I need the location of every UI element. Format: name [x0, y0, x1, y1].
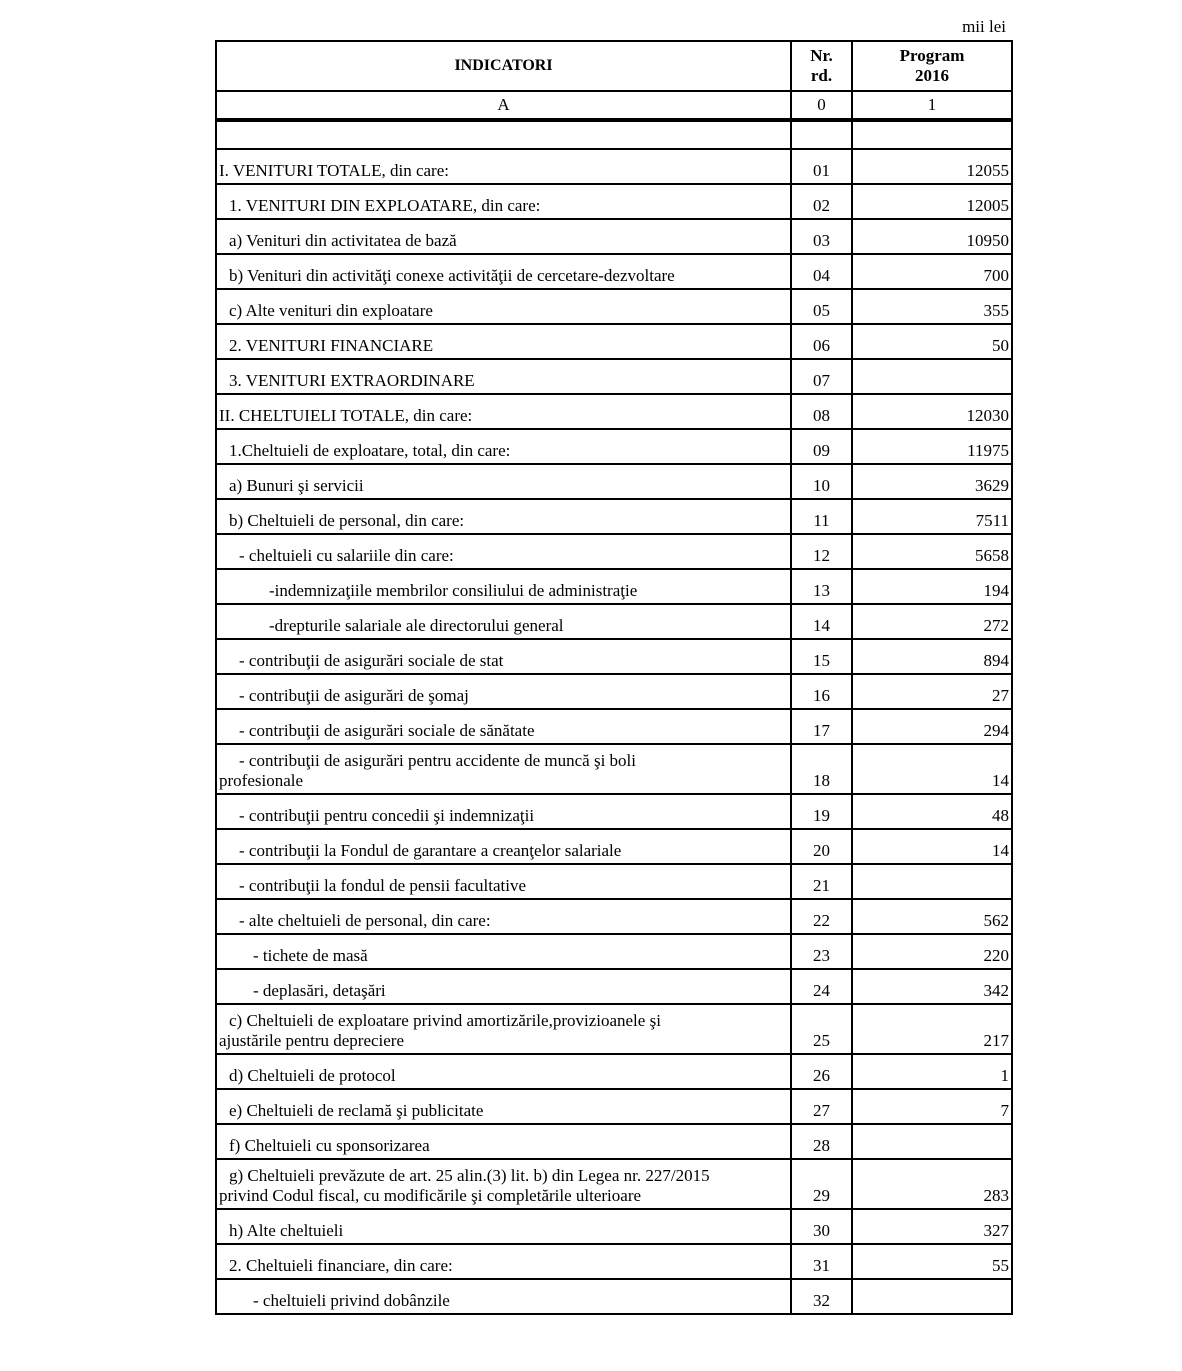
table-row — [216, 534, 1012, 569]
row-nr: 22 — [791, 899, 852, 934]
blank-cell — [216, 120, 791, 149]
row-label: 1.Cheltuieli de exploatare, total, din care: — [216, 429, 791, 464]
row-label: b) Venituri din activităţi conexe activităţii de cercetare-dezvoltare — [216, 254, 791, 289]
row-label: 3. VENITURI EXTRAORDINARE — [216, 359, 791, 394]
header-nr-rd-line1: Nr. — [810, 46, 833, 65]
row-value: 220 — [852, 934, 1012, 969]
table-row — [216, 864, 1012, 899]
row-label: - contribuţii la fondul de pensii facultative — [216, 864, 791, 899]
row-value: 294 — [852, 709, 1012, 744]
row-label-line1: c) Cheltuieli de exploatare privind amortizările,provizioanele şi — [229, 1011, 661, 1030]
row-label: 2. VENITURI FINANCIARE — [216, 324, 791, 359]
row-nr: 32 — [791, 1279, 852, 1314]
row-label: II. CHELTUIELI TOTALE, din care: — [216, 394, 791, 429]
row-nr: 10 — [791, 464, 852, 499]
row-nr: 19 — [791, 794, 852, 829]
row-nr: 21 — [791, 864, 852, 899]
row-value — [852, 1279, 1012, 1314]
row-label: - deplasări, detaşări — [216, 969, 791, 1004]
blank-cell — [791, 120, 852, 149]
table-row — [216, 969, 1012, 1004]
row-value: 3629 — [852, 464, 1012, 499]
table-row — [216, 1089, 1012, 1124]
row-label: -indemnizaţiile membrilor consiliului de administraţie — [216, 569, 791, 604]
row-nr: 04 — [791, 254, 852, 289]
row-label: d) Cheltuieli de protocol — [216, 1054, 791, 1089]
table-row — [216, 324, 1012, 359]
table-row — [216, 604, 1012, 639]
row-value: 194 — [852, 569, 1012, 604]
header-program-line2: 2016 — [915, 66, 949, 85]
row-label: f) Cheltuieli cu sponsorizarea — [216, 1124, 791, 1159]
table-row — [216, 794, 1012, 829]
table-row — [216, 899, 1012, 934]
row-label: -drepturile salariale ale directorului general — [216, 604, 791, 639]
row-value: 14 — [852, 744, 1012, 794]
row-label-line1: g) Cheltuieli prevăzute de art. 25 alin.(3) lit. b) din Legea nr. 227/2015 — [229, 1166, 710, 1185]
row-label: - tichete de masă — [216, 934, 791, 969]
table-row — [216, 639, 1012, 674]
row-value: 7511 — [852, 499, 1012, 534]
row-nr: 27 — [791, 1089, 852, 1124]
row-value: 700 — [852, 254, 1012, 289]
row-value: 283 — [852, 1159, 1012, 1209]
table-row — [216, 359, 1012, 394]
row-value — [852, 1124, 1012, 1159]
row-nr: 24 — [791, 969, 852, 1004]
table-row — [216, 499, 1012, 534]
row-nr: 02 — [791, 184, 852, 219]
table-row — [216, 464, 1012, 499]
row-nr: 07 — [791, 359, 852, 394]
table-row — [216, 219, 1012, 254]
row-value: 327 — [852, 1209, 1012, 1244]
row-label: 2. Cheltuieli financiare, din care: — [216, 1244, 791, 1279]
table-row — [216, 1159, 1012, 1209]
row-value: 894 — [852, 639, 1012, 674]
table-row — [216, 1124, 1012, 1159]
table-row — [216, 1279, 1012, 1314]
table-row — [216, 289, 1012, 324]
row-nr: 30 — [791, 1209, 852, 1244]
row-nr: 31 — [791, 1244, 852, 1279]
row-value: 27 — [852, 674, 1012, 709]
row-value: 342 — [852, 969, 1012, 1004]
row-value: 10950 — [852, 219, 1012, 254]
row-label: a) Bunuri şi servicii — [216, 464, 791, 499]
row-nr: 12 — [791, 534, 852, 569]
row-nr: 18 — [791, 744, 852, 794]
row-nr: 11 — [791, 499, 852, 534]
row-label: - cheltuieli privind dobânzile — [216, 1279, 791, 1314]
row-value — [852, 864, 1012, 899]
row-label: - cheltuieli cu salariile din care: — [216, 534, 791, 569]
row-nr: 08 — [791, 394, 852, 429]
row-label: - contribuţii de asigurări de şomaj — [216, 674, 791, 709]
table-row — [216, 744, 1012, 794]
blank-row — [216, 120, 1012, 149]
row-nr: 03 — [791, 219, 852, 254]
row-value: 217 — [852, 1004, 1012, 1054]
header-program — [852, 41, 1012, 91]
row-nr: 13 — [791, 569, 852, 604]
table-row — [216, 1004, 1012, 1054]
row-label: c) Alte venituri din exploatare — [216, 289, 791, 324]
code-a: A — [216, 91, 791, 120]
row-nr: 26 — [791, 1054, 852, 1089]
row-nr: 29 — [791, 1159, 852, 1209]
unit-label: mii lei — [962, 17, 1006, 36]
row-label-line2: privind Codul fiscal, cu modificările şi completările ulterioare — [219, 1186, 642, 1205]
header-nr-rd-line2: rd. — [810, 66, 833, 85]
row-nr: 14 — [791, 604, 852, 639]
row-value: 355 — [852, 289, 1012, 324]
row-nr: 15 — [791, 639, 852, 674]
row-label: - alte cheltuieli de personal, din care: — [216, 899, 791, 934]
row-value: 5658 — [852, 534, 1012, 569]
row-value: 48 — [852, 794, 1012, 829]
table-row — [216, 934, 1012, 969]
row-value: 272 — [852, 604, 1012, 639]
table-row — [216, 254, 1012, 289]
row-nr: 28 — [791, 1124, 852, 1159]
row-label: - contribuţii de asigurări sociale de sănătate — [216, 709, 791, 744]
table-row — [216, 1244, 1012, 1279]
row-nr: 06 — [791, 324, 852, 359]
row-label: - contribuţii la Fondul de garantare a creanţelor salariale — [216, 829, 791, 864]
row-label: - contribuţii de asigurări sociale de stat — [216, 639, 791, 674]
column-code-row — [216, 91, 1012, 120]
row-value: 14 — [852, 829, 1012, 864]
row-value — [852, 359, 1012, 394]
code-0: 0 — [791, 91, 852, 120]
row-label-line2: profesionale — [219, 771, 304, 790]
row-label — [216, 1159, 791, 1209]
header-program-line1: Program — [899, 46, 965, 65]
row-nr: 17 — [791, 709, 852, 744]
table-row — [216, 1209, 1012, 1244]
row-nr: 23 — [791, 934, 852, 969]
row-value: 562 — [852, 899, 1012, 934]
row-label: 1. VENITURI DIN EXPLOATARE, din care: — [216, 184, 791, 219]
row-label: a) Venituri din activitatea de bază — [216, 219, 791, 254]
code-1: 1 — [852, 91, 1012, 120]
row-nr: 20 — [791, 829, 852, 864]
table-row — [216, 429, 1012, 464]
row-value: 11975 — [852, 429, 1012, 464]
row-nr: 01 — [791, 149, 852, 184]
budget-table — [215, 40, 1013, 1315]
row-nr: 25 — [791, 1004, 852, 1054]
blank-cell — [852, 120, 1012, 149]
row-nr: 09 — [791, 429, 852, 464]
row-label: I. VENITURI TOTALE, din care: — [216, 149, 791, 184]
row-label: b) Cheltuieli de personal, din care: — [216, 499, 791, 534]
header-indicatori: INDICATORI — [216, 41, 791, 91]
row-label-line2: ajustările pentru depreciere — [219, 1031, 405, 1050]
table-row — [216, 674, 1012, 709]
row-nr: 16 — [791, 674, 852, 709]
table-row — [216, 709, 1012, 744]
row-value: 50 — [852, 324, 1012, 359]
row-label: h) Alte cheltuieli — [216, 1209, 791, 1244]
row-value: 1 — [852, 1054, 1012, 1089]
table-row — [216, 184, 1012, 219]
header-nr-rd — [791, 41, 852, 91]
table-row — [216, 829, 1012, 864]
row-value: 12030 — [852, 394, 1012, 429]
table-row — [216, 569, 1012, 604]
row-label: e) Cheltuieli de reclamă şi publicitate — [216, 1089, 791, 1124]
row-nr: 05 — [791, 289, 852, 324]
table-row — [216, 1054, 1012, 1089]
row-value: 12055 — [852, 149, 1012, 184]
header-row — [216, 41, 1012, 91]
row-label — [216, 1004, 791, 1054]
row-value: 55 — [852, 1244, 1012, 1279]
row-label: - contribuţii pentru concedii şi indemnizaţii — [216, 794, 791, 829]
row-value: 12005 — [852, 184, 1012, 219]
row-label — [216, 744, 791, 794]
row-label-line1: - contribuţii de asigurări pentru accidente de muncă şi boli — [239, 751, 637, 770]
table-row — [216, 149, 1012, 184]
row-value: 7 — [852, 1089, 1012, 1124]
table-row — [216, 394, 1012, 429]
